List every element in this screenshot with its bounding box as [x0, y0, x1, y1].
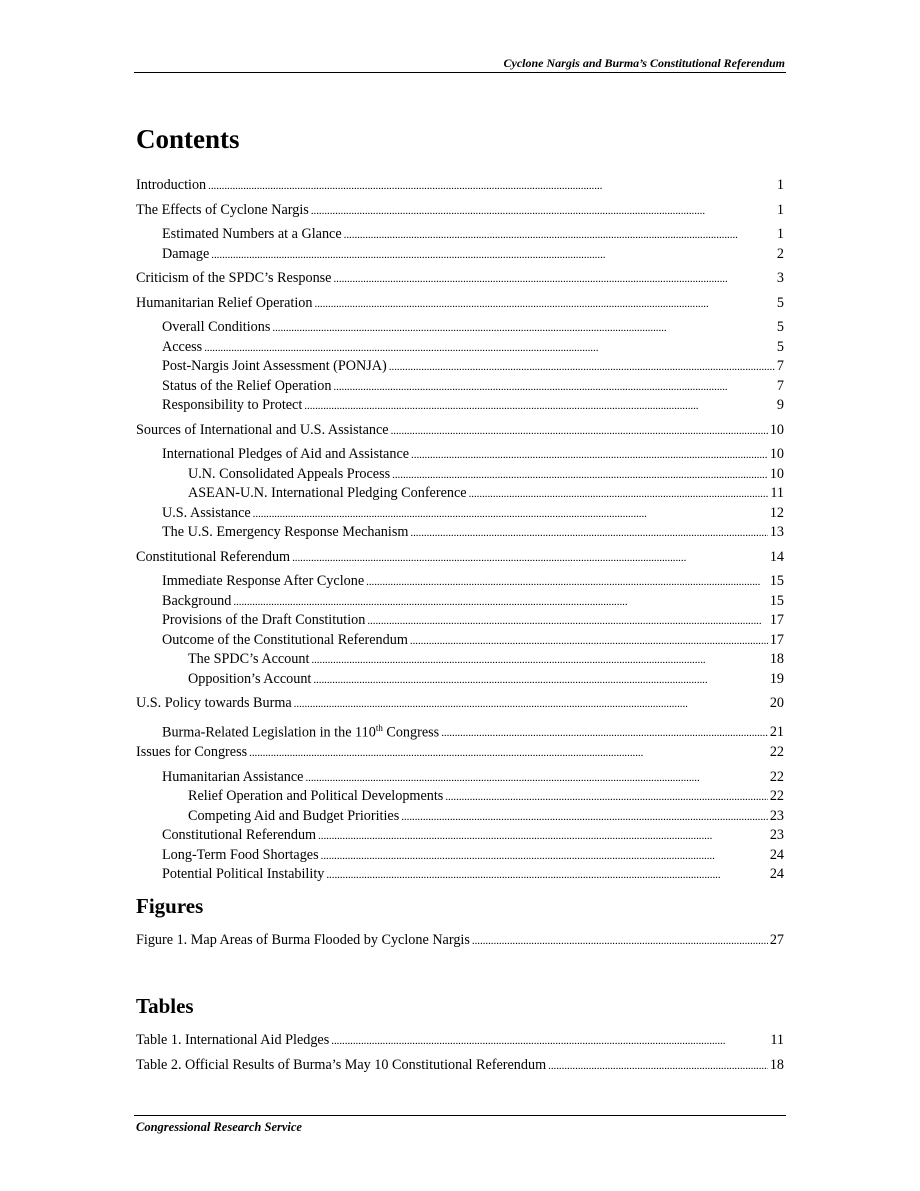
- toc-entry-title: Humanitarian Assistance: [162, 768, 304, 785]
- footer-rule: [134, 1115, 786, 1116]
- toc-entry-title: Provisions of the Draft Constitution: [162, 612, 366, 628]
- toc-entry-title: Background: [162, 592, 232, 609]
- toc-entry[interactable]: [136, 396, 784, 416]
- toc-entry[interactable]: [136, 1031, 784, 1051]
- toc-leader-dots: [472, 931, 768, 952]
- toc-entry[interactable]: [136, 865, 784, 885]
- toc-entry[interactable]: [136, 719, 784, 739]
- toc-entry[interactable]: [136, 338, 784, 358]
- toc-entry-title: Figure 1. Map Areas of Burma Flooded by Cyclone Nargis: [136, 932, 470, 948]
- toc-entry[interactable]: [136, 465, 784, 485]
- toc-entry[interactable]: [136, 225, 784, 245]
- toc-leader-dots: [233, 592, 767, 613]
- toc-entry-title: U.S. Assistance: [162, 504, 251, 521]
- toc-leader-dots: [445, 787, 768, 808]
- toc-entry-title: Introduction: [136, 177, 207, 193]
- toc-page-number: 15: [769, 592, 784, 609]
- toc-page-number: 2: [776, 245, 784, 262]
- toc-entry-title: The SPDC’s Account: [188, 651, 310, 667]
- toc-entry[interactable]: [136, 245, 784, 265]
- toc-entry-title: Table 2. Official Results of Burma’s May 10 Constitutional Referendum: [136, 1056, 547, 1073]
- toc-page-number: 17: [769, 631, 784, 648]
- toc-page-number: 5: [776, 319, 784, 335]
- toc-leader-dots: [548, 1056, 768, 1077]
- toc-page-number: 7: [776, 358, 784, 374]
- toc-page-number: 5: [776, 338, 784, 355]
- toc-leader-dots: [441, 723, 768, 744]
- toc-entry[interactable]: [136, 269, 784, 289]
- toc-entry[interactable]: [136, 787, 784, 807]
- toc-entry[interactable]: [136, 421, 784, 441]
- toc-page-number: 12: [769, 504, 784, 521]
- toc-leader-dots: [401, 807, 768, 828]
- toc-leader-dots: [392, 465, 768, 486]
- toc-leader-dots: [311, 650, 767, 671]
- toc-leader-dots: [204, 338, 775, 359]
- toc-entry[interactable]: [136, 484, 784, 504]
- toc-entry[interactable]: [136, 826, 784, 846]
- toc-leader-dots: [253, 504, 768, 525]
- toc-entry-title: U.S. Policy towards Burma: [136, 695, 292, 711]
- toc-leader-dots: [294, 694, 768, 715]
- toc-entry[interactable]: [136, 592, 784, 612]
- toc-page-number: 22: [769, 744, 784, 760]
- toc-leader-dots: [311, 201, 775, 222]
- toc-page-number: 24: [769, 866, 784, 882]
- toc-leader-dots: [318, 826, 768, 847]
- figures-heading: Figures: [136, 894, 204, 918]
- toc-entry[interactable]: [136, 445, 784, 465]
- toc-entry[interactable]: [136, 807, 784, 827]
- toc-entry-title: International Pledges of Aid and Assistance: [162, 446, 410, 462]
- toc-entry-title: Overall Conditions: [162, 319, 271, 335]
- toc-entry-title: Long-Term Food Shortages: [162, 846, 319, 863]
- toc-entry-title: Immediate Response After Cyclone: [162, 573, 365, 589]
- toc-page-number: 1: [776, 226, 784, 242]
- toc-entry[interactable]: [136, 523, 784, 543]
- toc-page-number: 18: [769, 1056, 784, 1073]
- toc-entry-title: Competing Aid and Budget Priorities: [188, 807, 400, 824]
- toc-entry-title: Criticism of the SPDC’s Response: [136, 270, 332, 286]
- toc-entry[interactable]: [136, 650, 784, 670]
- toc-entry[interactable]: [136, 631, 784, 651]
- toc-leader-dots: [292, 548, 768, 569]
- toc-entry[interactable]: [136, 548, 784, 568]
- toc-entry-title: ASEAN-U.N. International Pledging Conference: [188, 485, 467, 501]
- toc-entry-title: The U.S. Emergency Response Mechanism: [162, 524, 409, 540]
- toc-entry[interactable]: [136, 670, 784, 690]
- toc-entry[interactable]: [136, 176, 784, 196]
- toc-page-number: 22: [769, 768, 784, 785]
- toc-page-number: 19: [769, 670, 784, 687]
- toc-entry-title: U.N. Consolidated Appeals Process: [188, 465, 391, 482]
- toc-leader-dots: [411, 445, 768, 466]
- toc-entry-title: Status of the Relief Operation: [162, 377, 332, 394]
- toc-leader-dots: [321, 846, 768, 867]
- toc-page-number: 1: [776, 201, 784, 218]
- toc-leader-dots: [208, 176, 775, 197]
- toc-entry-title: Table 1. International Aid Pledges: [136, 1032, 330, 1048]
- toc-entry-title: Humanitarian Relief Operation: [136, 294, 313, 311]
- toc-entry-title: Issues for Congress: [136, 744, 248, 760]
- header-rule: [134, 72, 786, 73]
- tables-list: [136, 1031, 784, 1075]
- toc-entry-title: Opposition’s Account: [188, 670, 312, 687]
- toc-entry-title: Estimated Numbers at a Glance: [162, 226, 342, 242]
- toc-page-number: 21: [769, 724, 784, 741]
- toc-leader-dots: [249, 743, 768, 764]
- toc-page-number: 23: [769, 807, 784, 824]
- toc-entry[interactable]: [136, 357, 784, 377]
- toc-leader-dots: [469, 484, 769, 505]
- toc-entry-title: Sources of International and U.S. Assistance: [136, 421, 389, 438]
- toc-leader-dots: [366, 572, 768, 593]
- toc-entry-title: Burma-Related Legislation in the 110th Congress: [162, 722, 440, 741]
- toc-page-number: 27: [769, 932, 784, 948]
- toc-entry[interactable]: [136, 931, 784, 951]
- toc-page-number: 10: [769, 421, 784, 438]
- toc-entry[interactable]: [136, 201, 784, 221]
- toc-entry[interactable]: [136, 318, 784, 338]
- toc-page-number: 10: [769, 465, 784, 482]
- toc-page-number: 17: [769, 612, 784, 628]
- toc-entry[interactable]: [136, 572, 784, 592]
- toc-entry-title: The Effects of Cyclone Nargis: [136, 201, 309, 218]
- toc-page-number: 3: [776, 270, 784, 286]
- toc-page-number: 15: [769, 573, 784, 589]
- toc-page-number: 14: [769, 548, 784, 565]
- running-header: Cyclone Nargis and Burma’s Constitutional Referendum: [503, 56, 785, 70]
- toc-leader-dots: [211, 245, 775, 266]
- toc-leader-dots: [333, 269, 774, 290]
- toc-page-number: 23: [769, 827, 784, 843]
- toc-entry-title: Constitutional Referendum: [162, 827, 317, 843]
- toc-leader-dots: [326, 865, 767, 886]
- toc-entry[interactable]: [136, 768, 784, 788]
- toc-leader-dots: [331, 1031, 768, 1052]
- toc-leader-dots: [315, 294, 775, 315]
- toc-entry[interactable]: [136, 611, 784, 631]
- toc-entry[interactable]: [136, 694, 784, 714]
- toc-leader-dots: [344, 225, 775, 246]
- contents-heading: Contents: [136, 124, 240, 154]
- toc-page-number: 10: [769, 446, 784, 462]
- toc-leader-dots: [410, 631, 768, 652]
- toc-leader-dots: [333, 377, 774, 398]
- toc-entry-title: Outcome of the Constitutional Referendum: [162, 631, 408, 648]
- toc-leader-dots: [272, 318, 775, 339]
- toc-page-number: 1: [776, 177, 784, 193]
- toc-page-number: 18: [769, 651, 784, 667]
- toc-entry[interactable]: [136, 846, 784, 866]
- toc-entry-title: Constitutional Referendum: [136, 548, 291, 565]
- toc-page-number: 7: [776, 377, 784, 394]
- toc-entry[interactable]: [136, 743, 784, 763]
- toc-entry-title: Access: [162, 338, 203, 355]
- toc-entry[interactable]: [136, 294, 784, 314]
- toc-page-number: 9: [776, 397, 784, 413]
- toc-leader-dots: [305, 768, 767, 789]
- toc-page-number: 24: [769, 846, 784, 863]
- toc-entry-title: Relief Operation and Political Developments: [188, 788, 444, 804]
- toc-page-number: 5: [776, 294, 784, 311]
- toc-leader-dots: [391, 421, 768, 442]
- toc-page-number: 22: [769, 788, 784, 804]
- toc-entry[interactable]: [136, 504, 784, 524]
- contents-list: [136, 176, 784, 885]
- toc-entry-title: Responsibility to Protect: [162, 397, 303, 413]
- toc-entry[interactable]: [136, 1056, 784, 1076]
- toc-entry-title: Post-Nargis Joint Assessment (PONJA): [162, 358, 387, 374]
- toc-page-number: 11: [770, 485, 784, 501]
- figures-list: [136, 931, 784, 951]
- running-footer: Congressional Research Service: [136, 1120, 302, 1134]
- ordinal-superscript: th: [375, 722, 383, 733]
- toc-entry-title: Potential Political Instability: [162, 866, 325, 882]
- toc-leader-dots: [367, 611, 767, 632]
- toc-entry-title: Damage: [162, 245, 210, 262]
- toc-page-number: 20: [769, 695, 784, 711]
- toc-page-number: 11: [770, 1032, 784, 1048]
- toc-leader-dots: [389, 357, 775, 378]
- tables-heading: Tables: [136, 994, 194, 1018]
- toc-leader-dots: [410, 523, 767, 544]
- toc-page-number: 13: [769, 524, 784, 540]
- toc-leader-dots: [313, 670, 767, 691]
- toc-leader-dots: [304, 396, 775, 417]
- toc-entry[interactable]: [136, 377, 784, 397]
